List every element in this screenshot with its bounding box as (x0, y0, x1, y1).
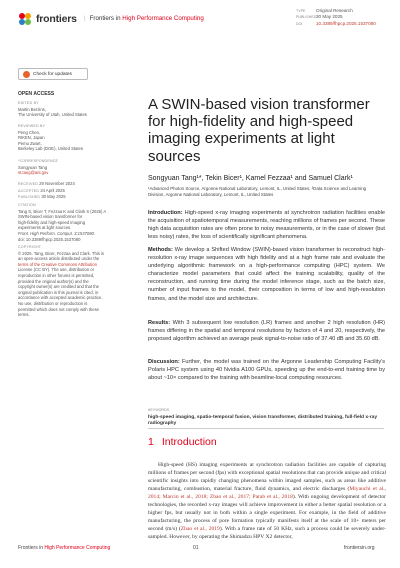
keywords-heading: KEYWORDS (148, 408, 169, 412)
copyright: COPYRIGHT © 2025. Tang, Bicer, Fezzaa and Clark. This is an open-access article distributed under the terms of the Creative Commons Attribution License (CC BY). The use, distribution or reproduction in other forums is permitted, provided the original author(s) and the copyright owner(s) are credited and that the original publication in this journal is cited, in accordance with accepted academic practice. No use, distribution or reproduction is permitted which does not comply with these terms. (18, 245, 128, 318)
reviewed-by: REVIEWED BY Peng Chen, RIKEN, Japan Pemu Zwart, Berkeley Lab (DOE), United States (18, 124, 83, 152)
citation: CITATION Tang S, Bicer T, Fezzaa K and Clark S (2025) A SWIN-based vision transformer for high-fidelity and high-speed imaging experiments at light sources. Front. High Perform. Comput. 3:1537080. doi: 10.3389/fhpcp.2025.1537080 (18, 203, 107, 242)
citation-link[interactable]: Zhao et al., 2019 (180, 526, 220, 533)
page-number: 01 (193, 545, 199, 551)
abstract-methods: Methods: We develop a Shifted Window (SWIN)-based vision transformer to reconstruct high-resolution x-ray image sequences with high fidelity and at a high frame rate and evaluate the underlying algorithmic framework on a high-performance computing (HPC) system. We characterize model parameters that could affect the training scalability, quality of the reconstruction, and running time during the model inference stage, such as the batch size, number of input frames to the model, their composition in terms of low and high-resolution frames, and the model size and architecture. (148, 247, 385, 302)
introduction-paragraph: High-speed (HS) imaging experiments at synchrotron radiation facilities are capable of capturing millions of frames per second (fps) with exceptional spatial resolutions that can provide unique and critical scientific insights into rapidly changing phenomena within imaged samples, such as areas like additive manufacturing, combustion, material fracture, fluid dynamics, and electric discharges (Miyauchi et al., 2014; Marcin et al., 2018; Zhao et al., 2017; Parab et al., 2018). With ongoing development of detector technologies, the recorded x-ray images will achieve improvement in either a better spatial resolution or a higher fps, but usually not in both within a single experiment. For example, in the field of additive manufacturing, the process of pore formation typically manifests itself at the scale of 10+ meters per second (m/s) (Zhao et al., 2019). With a frame rate of 50 KHz, such a process could be severely under-sampled. However, by operating the Shimadzu HPV X2 detector, (148, 462, 387, 541)
check-for-updates-button[interactable]: Check for updates (18, 68, 88, 80)
citation-link[interactable]: Miyauchi et al., 2014; Marcin et al., 2018; Zhao et al., 2017; Parab et al., 2018 (148, 486, 387, 501)
abstract-results: Results: With 3 subsequent low resolution (LR) frames and another 2 high resolution (HR) frames differing in the spatial and temporal resolutions by factors of 4 and 20, respectively, the proposed algorithm achieved an average peak signal-to-noise ratio of 37.40 dB and 35.60 dB. (148, 320, 385, 343)
frontiers-logo-icon (18, 12, 32, 26)
abstract-discussion: Discussion: Further, the model was trained on the Argonne Leadership Computing Facility's Polaris HPC system using 40 Nvidia A100 GPUs, speeding up the end-to-end training time by about ~10× compared to the training with beamline-local computing resources. (148, 359, 385, 382)
section-heading: 1 Introduction (148, 436, 217, 448)
doi-link[interactable]: 10.3389/fhpcp.2025.1537080 (316, 20, 376, 26)
frontiers-logo[interactable] (18, 12, 77, 26)
author-list: Songyuan Tang¹*, Tekin Bicer¹, Kamel Fezzaa¹ and Samuel Clark¹ (148, 175, 353, 182)
footer-site-link[interactable]: frontiersin.org (344, 545, 375, 551)
page-footer (18, 545, 383, 555)
affiliations: ¹Advanced Photon Source, Argonne National Laboratory, Lemont, IL, United States, ²Data Science and Learning Division, Argonne National Laboratory, Lemont, IL, United States (148, 186, 367, 197)
article-title: A SWIN-based vision transformer for high-fidelity and high-speed imaging experiments at light sources (148, 96, 370, 165)
brand-name: frontiers (36, 13, 77, 25)
correspondence-email[interactable]: st.tang@anl.gov (18, 170, 49, 176)
keywords: high-speed imaging, spatio-temporal fusion, vision transformer, distributed training, full-field x-ray radiography (148, 415, 378, 427)
divider (148, 428, 384, 429)
abstract-introduction: Introduction: High-speed x-ray imaging experiments at synchrotron radiation facilities enable the acquisition of spatiotemporal measurements, reaching millions of frames per second. These high data acquisition rates are often prone to noisy measurements, or in the case of slower (but less noisy) rates, the loss of scientifically significant phenomena. (148, 210, 385, 241)
edited-by: EDITED BY Martin Berzins, The University of Utah, United States (18, 101, 87, 118)
check-updates-icon (23, 71, 30, 78)
footer-journal[interactable]: Frontiers in High Performance Computing (18, 545, 111, 551)
cc-by-license-link[interactable]: terms of the Creative Commons Attribution (18, 261, 97, 267)
article-meta: TYPE Original Research PUBLISHED30 May 2025 DOI 10.3389/fhpcp.2025.1537080 (296, 8, 376, 26)
correspondence: *CORRESPONDENCE Songyuan Tang st.tang@anl.gov (18, 159, 128, 176)
journal-name[interactable]: | Frontiers in High Performance Computing (84, 15, 204, 22)
open-access-label: OPEN ACCESS (18, 91, 55, 97)
article-dates: RECEIVED 29 November 2024 ACCEPTED 24 April 2025 PUBLISHED 30 May 2025 (18, 181, 75, 200)
